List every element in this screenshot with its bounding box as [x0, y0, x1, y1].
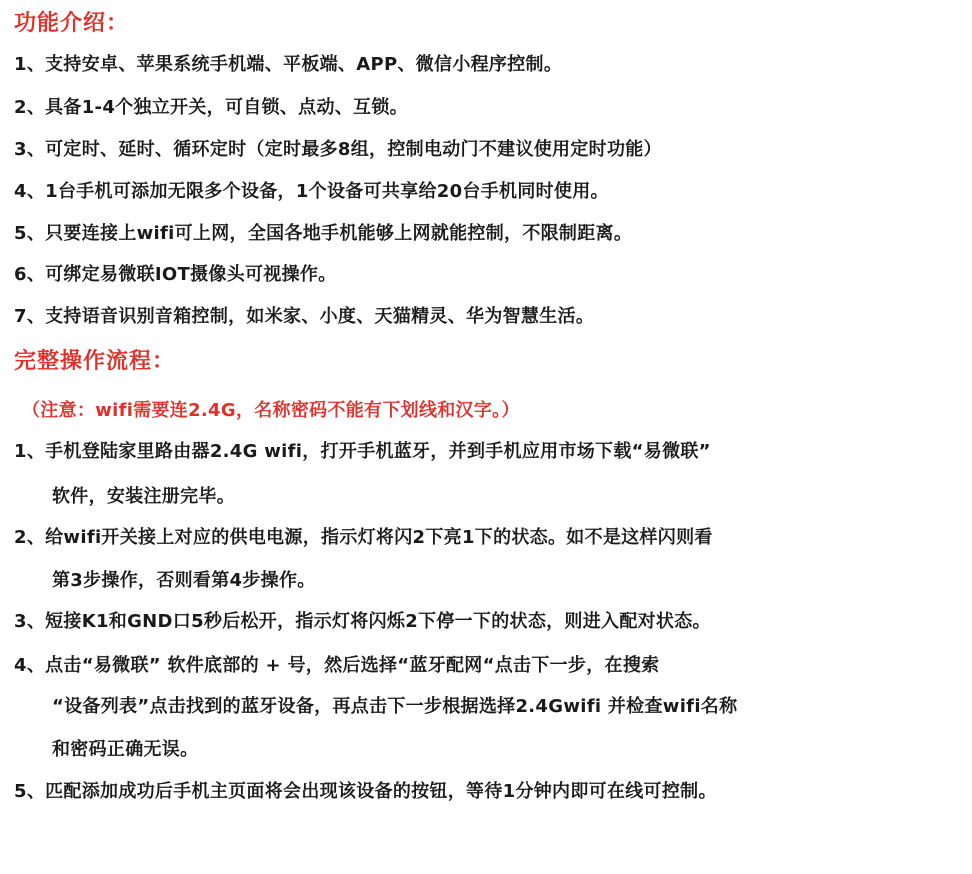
- feature-item-4: 4、1台手机可添加无限多个设备，1个设备可共享给20台手机同时使用。: [14, 181, 609, 202]
- feature-item-3: 3、可定时、延时、循环定时（定时最多8组，控制电动门不建议使用定时功能）: [14, 139, 662, 160]
- process-step-2-continued: 第3步操作，否则看第4步操作。: [52, 570, 316, 591]
- feature-item-2: 2、具备1-4个独立开关，可自锁、点动、互锁。: [14, 97, 408, 118]
- process-step-4-continued-a: “设备列表”点击找到的蓝牙设备，再点击下一步根据选择2.4Gwifi 并检查wifi名称: [52, 696, 738, 717]
- process-title: 完整操作流程：: [14, 349, 176, 374]
- features-title: 功能介绍：: [14, 11, 130, 36]
- process-step-4-continued-b: 和密码正确无误。: [52, 739, 199, 760]
- feature-item-7: 7、支持语音识别音箱控制，如米家、小度、天猫精灵、华为智慧生活。: [14, 306, 595, 327]
- process-step-4: 4、点击“易微联” 软件底部的 + 号，然后选择“蓝牙配网“点击下一步，在搜索: [14, 655, 660, 676]
- process-step-2: 2、给wifi开关接上对应的供电电源，指示灯将闪2下亮1下的状态。如不是这样闪则看: [14, 527, 713, 548]
- process-note: （注意：wifi需要连2.4G，名称密码不能有下划线和汉字。）: [22, 400, 520, 421]
- process-step-1-continued: 软件，安装注册完毕。: [52, 486, 235, 507]
- feature-item-5: 5、只要连接上wifi可上网，全国各地手机能够上网就能控制，不限制距离。: [14, 223, 633, 244]
- process-step-1: 1、手机登陆家里路由器2.4G wifi，打开手机蓝牙，并到手机应用市场下载“易微联”: [14, 441, 711, 462]
- process-step-5: 5、匹配添加成功后手机主页面将会出现该设备的按钮，等待1分钟内即可在线可控制。: [14, 781, 717, 802]
- feature-item-6: 6、可绑定易微联IOT摄像头可视操作。: [14, 264, 337, 285]
- process-step-3: 3、短接K1和GND口5秒后松开，指示灯将闪烁2下停一下的状态，则进入配对状态。: [14, 611, 711, 632]
- feature-item-1: 1、支持安卓、苹果系统手机端、平板端、APP、微信小程序控制。: [14, 54, 563, 75]
